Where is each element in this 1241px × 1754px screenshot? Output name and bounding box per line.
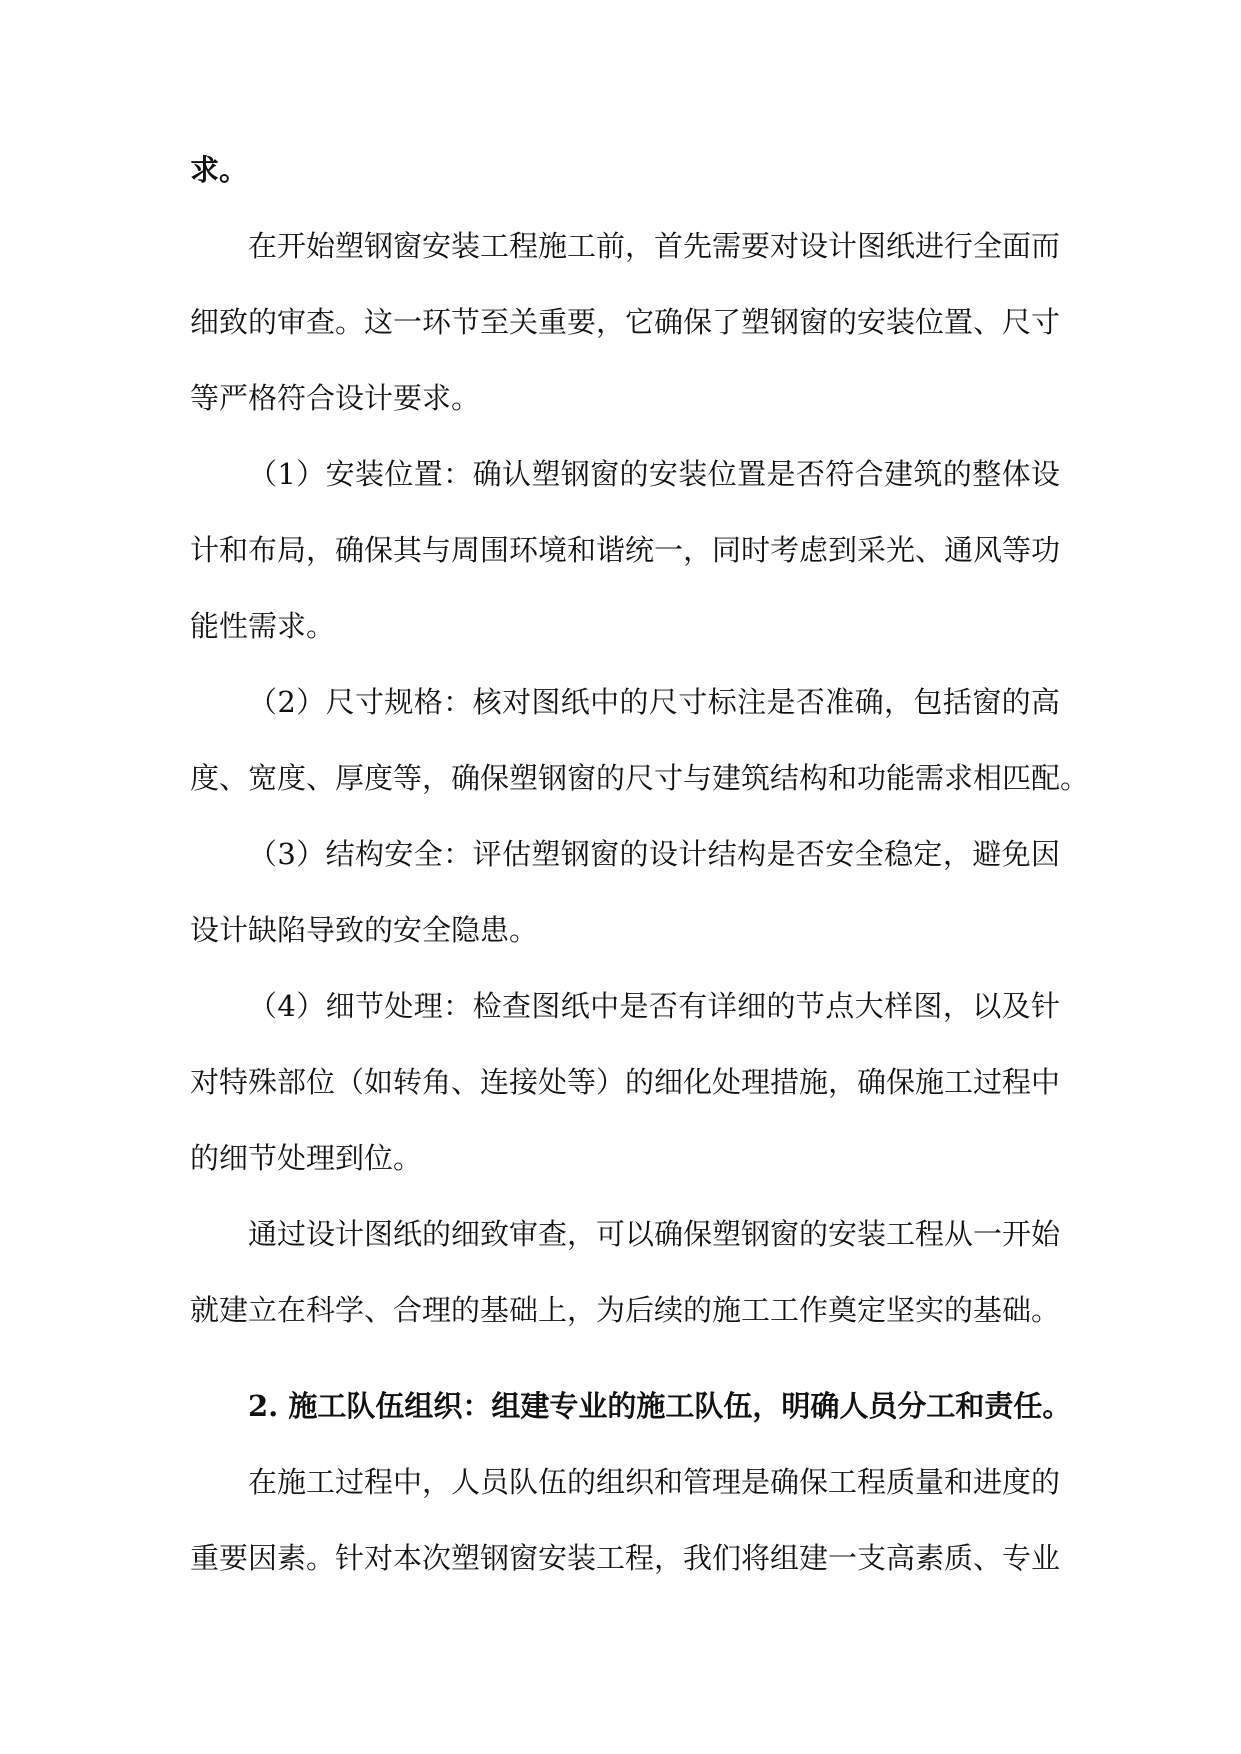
paragraph-line-4: 等严格符合设计要求。: [190, 381, 481, 415]
paragraph-line-11: 设计缺陷导致的安全隐患。: [190, 913, 539, 947]
paragraph-line-1: 求。: [190, 153, 249, 187]
paragraph-line-6: 计和布局，确保其与周围环境和谐统一，同时考虑到采光、通风等功: [190, 533, 1061, 567]
paragraph-line-7: 能性需求。: [190, 609, 336, 643]
paragraph-line-13: 对特殊部位（如转角、连接处等）的细化处理措施，确保施工过程中: [190, 1065, 1061, 1099]
paragraph-line-8: （2）尺寸规格：核对图纸中的尺寸标注是否准确，包括窗的高: [248, 685, 1060, 719]
paragraph-line-9: 度、宽度、厚度等，确保塑钢窗的尺寸与建筑结构和功能需求相匹配。: [190, 761, 1090, 795]
paragraph-line-14: 的细节处理到位。: [190, 1141, 423, 1175]
paragraph-line-2: 在开始塑钢窗安装工程施工前，首先需要对设计图纸进行全面而: [248, 229, 1061, 263]
paragraph-line-16: 就建立在科学、合理的基础上，为后续的施工工作奠定坚实的基础。: [190, 1293, 1061, 1327]
paragraph-line-3: 细致的审查。这一环节至关重要，它确保了塑钢窗的安装位置、尺寸: [190, 305, 1061, 339]
paragraph-line-15: 通过设计图纸的细致审查，可以确保塑钢窗的安装工程从一开始: [248, 1217, 1061, 1251]
paragraph-line-17: 在施工过程中，人员队伍的组织和管理是确保工程质量和进度的: [248, 1465, 1061, 1499]
section-heading: 2. 施工队伍组织：组建专业的施工队伍，明确人员分工和责任。: [248, 1389, 1072, 1423]
paragraph-line-18: 重要因素。针对本次塑钢窗安装工程，我们将组建一支高素质、专业: [190, 1541, 1061, 1575]
paragraph-line-12: （4）细节处理：检查图纸中是否有详细的节点大样图，以及针: [248, 989, 1060, 1023]
paragraph-line-5: （1）安装位置：确认塑钢窗的安装位置是否符合建筑的整体设: [248, 457, 1060, 491]
paragraph-line-10: （3）结构安全：评估塑钢窗的设计结构是否安全稳定，避免因: [248, 837, 1060, 871]
